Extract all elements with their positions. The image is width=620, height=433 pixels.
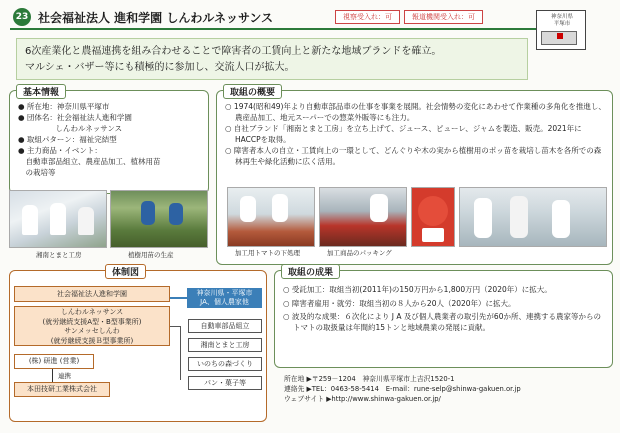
dept-item: いのちの森づくり [188, 357, 262, 371]
caption-seedling: 植樹用苗の生産 [128, 251, 174, 259]
org-facility-line: しんわルネッサンス [60, 308, 124, 316]
contact-address: 所在地 ▶〒259－1204 神奈川県平塚市上吉沢1520-1 [284, 375, 455, 383]
summary-line-2: マルシェ・バザー等にも積極的に参加し、交流人口が拡大。 [25, 62, 295, 73]
org-region-box [187, 288, 262, 308]
region-arrow [170, 297, 187, 299]
basic-info-heading: 基本情報 [16, 84, 66, 99]
contact-phone: 連絡先 ▶TEL：0463-58-5414 E-mail：rune-selp@shinwa-gakuen.or.jp [284, 385, 521, 393]
results-list [283, 285, 606, 336]
overview-box [216, 90, 613, 265]
summary-box [16, 38, 528, 80]
results-heading: 取組の成果 [281, 264, 340, 279]
photo-tomato-product [411, 187, 455, 247]
basic-info-box [9, 90, 209, 194]
press-badge: 報道機関受入れ：可 [404, 10, 483, 24]
results-box [274, 270, 613, 368]
overview-item: ○ 1974(昭和49)年より自動車部品車の仕事を事業を展開。社会情勢の変化にあわせて作業種の多角化を推進し、農産品加工、地元スーパーでの惣菜外販等にも注力。 [225, 102, 606, 122]
summary-line-1: 6次産業化と農福連携を組み合わせることで障害者の工賃向上と新たな地域ブランドを確立。 [25, 46, 442, 57]
overview-list [225, 101, 606, 167]
org-parent: 社会福祉法人進和学園 [14, 286, 170, 302]
location-map [536, 10, 586, 50]
acceptance-badges [335, 10, 483, 24]
basic-info-item: ● 主力商品・イベント： [18, 146, 102, 155]
basic-info-item: の栽培等 [18, 168, 56, 177]
photo-tomato-workshop [9, 190, 107, 248]
org-facilities [14, 306, 170, 346]
basic-info-item: ● 取組パターン：福祉完結型 [18, 135, 117, 144]
result-item: ○ 受託加工：取組当初(2011年)の150万円から1,800万円（2020年）に拡大。 [283, 285, 552, 294]
header-rule [10, 28, 538, 30]
overview-heading: 取組の概要 [223, 84, 282, 99]
org-facility-line: (就労継続支援Ｂ型事業所) [50, 336, 134, 345]
basic-info-list [18, 101, 161, 178]
caption-tomato-prep: 加工用トマトの下処理 [235, 249, 300, 257]
region-line: 神奈川県・平塚市 [196, 289, 253, 297]
basic-info-item: ● 所在地：神奈川県平塚市 [18, 102, 110, 111]
result-item: ○ 波及的な成果：６次化により J A 及び個人農業者の取引先が60か所、連携する農家等からのトマトの取扱量は年間約15トンと地域農業の発展に貢献。 [283, 312, 601, 332]
overview-item: ○ 自社ブランド「湘南とまと工房」を立ち上げて、ジュース、ピューレ、ジャムを製造、販売。2021年にHACCPを取得。 [225, 124, 582, 144]
section-number: 23 [13, 8, 31, 26]
map-label: 神奈川県 平塚市 [550, 14, 573, 27]
region-line: JA、個人農家他 [200, 298, 249, 306]
photo-factory-workers [459, 187, 607, 247]
photo-seedling-production [110, 190, 208, 248]
org-partner-company: 本田技研工業株式会社 [14, 382, 110, 397]
basic-info-item: しんわルネッサンス [18, 124, 123, 133]
contact-website[interactable]: ウェブサイト ▶http://www.shinwa-gakuen.or.jp/ [284, 395, 441, 403]
link-line [52, 369, 53, 382]
contact-info [284, 374, 521, 404]
inspection-badge: 視察受入れ：可 [335, 10, 400, 24]
basic-info-item: 自動車部品組立、農産品加工、植林用苗 [18, 157, 161, 166]
dept-connector [180, 326, 181, 380]
photo-tomato-prep [227, 187, 315, 247]
result-item: ○ 障害者雇用・就労：取組当初の８人から20人（2020年）に拡大。 [283, 298, 516, 308]
org-sales-company: (株) 研進 (営業) [14, 354, 94, 369]
dept-item: 湘南とまと工房 [188, 338, 262, 352]
org-facility-line: サンメッセしんわ [64, 327, 120, 335]
dept-item: 自動車部品組立 [188, 319, 262, 333]
dept-item: パン・菓子等 [188, 376, 262, 390]
caption-tomato-workshop: 湘南とまと工房 [36, 251, 82, 259]
overview-item: ○ 障害者本人の自立・工賃向上の一環として、どんぐりや木の実から植樹用のポッ苗を栽培し苗木を各所での森林再生や緑化活動に広く活用。 [225, 146, 602, 166]
basic-info-item: ● 団体名：社会福祉法人進和学園 [18, 113, 132, 122]
org-chart-heading: 体制図 [105, 264, 146, 279]
map-marker-icon [557, 33, 563, 39]
org-facility-line: (就労継続支援A型・B型事業所) [42, 317, 142, 326]
link-label: 連携 [58, 372, 71, 380]
page-title: 社会福祉法人 進和学園 しんわルネッサンス [38, 11, 274, 25]
dept-connector [170, 326, 180, 327]
photo-packing [319, 187, 407, 247]
caption-packing: 加工商品のパッキング [327, 249, 392, 257]
